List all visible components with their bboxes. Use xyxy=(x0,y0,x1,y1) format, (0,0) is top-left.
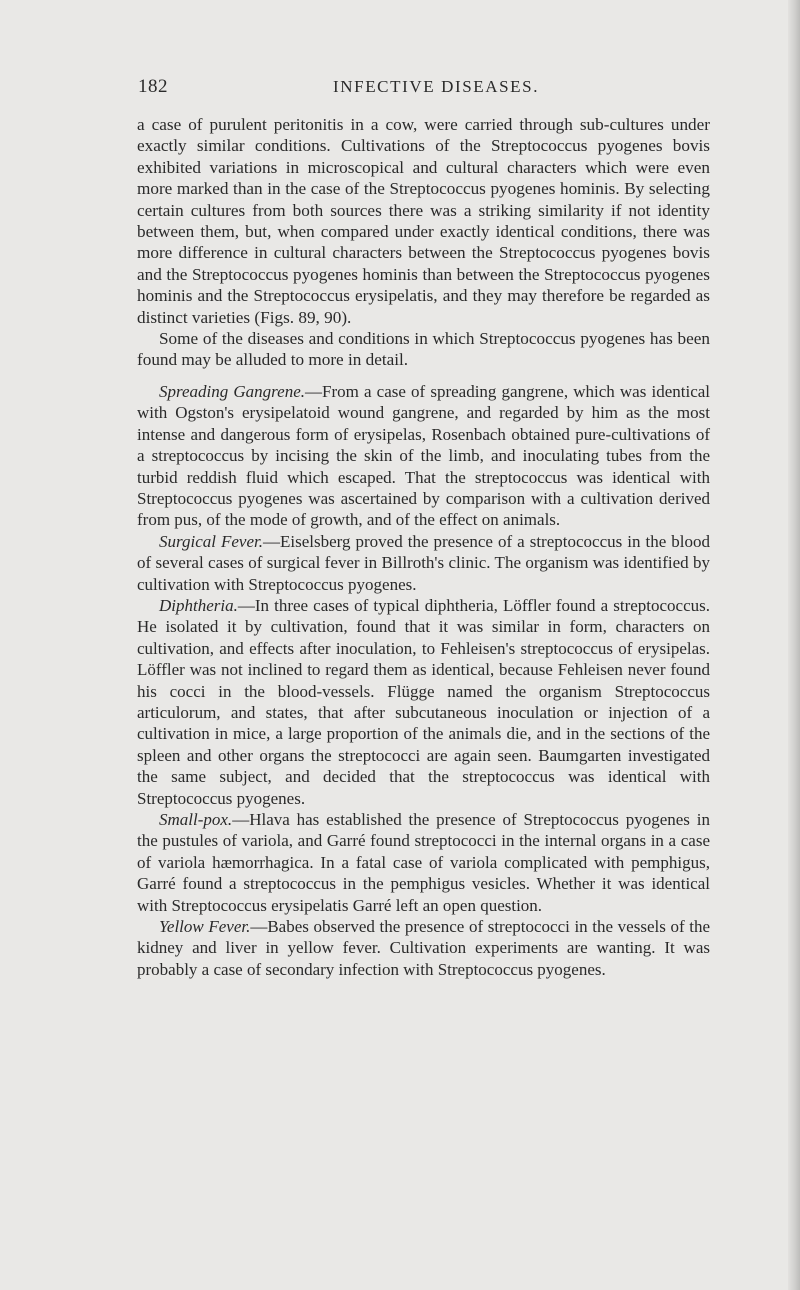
paragraph-yellow-fever xyxy=(137,916,710,980)
page-header xyxy=(138,76,708,100)
page-edge-shadow xyxy=(788,0,800,1290)
paragraph-continuation xyxy=(137,114,710,328)
paragraph-text: Some of the diseases and conditions in which Streptococcus pyogenes has been found may be alluded to more in detail. xyxy=(137,329,710,370)
running-head: INFECTIVE DISEASES. xyxy=(333,77,540,96)
paragraph-text: —Babes observed the presence of streptococci in the vessels of the kidney and liver in yellow fever. Cultivation experiments are wanting. It was probably a case of secondary infection with Streptococcus pyogenes. xyxy=(137,917,710,979)
paragraph-text: —Eiselsberg proved the presence of a streptococcus in the blood of several cases of surgical fever in Billroth's clinic. The organism was identified by cultivation with Streptococcus pyogenes. xyxy=(137,531,710,594)
page-number: 182 xyxy=(138,76,168,97)
section-lead: Small-pox. xyxy=(159,810,233,829)
section-lead: Spreading Gangrene. xyxy=(159,381,305,401)
section-lead: Yellow Fever. xyxy=(159,917,251,937)
paragraph-spreading-gangrene xyxy=(137,381,710,531)
paragraph-text: —In three cases of typical diphtheria, Löffler found a streptococcus. He isolated it by cultivation, found that it was similar in form, characters on cultivation, and effects after inoculation, to Fehleisen's streptococcus of erysipelas. Löffler was not inclined to regard them as identical, because Fehleisen never found his cocci in the blood-vessels. Flügge named the organism Streptococcus articulorum, and states, that after subcutaneous inoculation or injection of a cultivation in mice, a large proportion of the animals die, and in the sections of the spleen and other organs the streptococci are again seen. Baumgarten investigated the same subject, and decided that the streptococcus was identical with Streptococcus pyogenes. xyxy=(137,595,710,808)
paragraph-text: a case of purulent peritonitis in a cow, were carried through sub-cultures under exactly similar conditions. Cultivations of the Streptococcus pyogenes bovis exhibited variations in microscopical and cultural characters which were even more marked than in the case of the Streptococcus pyogenes hominis. By selecting certain cultures from both sources there was a striking similarity if not identity between them, but, when compared under exactly identical conditions, there was more difference in cultural characters between the Streptococcus pyogenes bovis and the Streptococcus pyogenes hominis than between the Streptococcus pyogenes hominis and the Streptococcus erysipelatis, and they may therefore be regarded as distinct varieties (Figs. 89, 90). xyxy=(137,115,710,327)
section-lead: Diphtheria. xyxy=(159,595,238,615)
section-lead: Surgical Fever. xyxy=(159,531,263,551)
paragraph-surgical-fever xyxy=(137,531,710,595)
paragraph-small-pox xyxy=(137,809,710,916)
paragraph-text: —Hlava has established the presence of Streptococcus pyogenes in the pustules of variola, and Garré found streptococci in the internal organs in a case of variola hæmorrhagica. In a fatal case of variola complicated with pemphigus, Garré found a streptococcus in the pemphigus vesicles. Whether it was identical with Streptococcus erysipelatis Garré left an open question. xyxy=(137,810,710,915)
paragraph-text: —From a case of spreading gangrene, which was identical with Ogston's erysipelatoid wound gangrene, and regarded by him as the most intense and dangerous form of erysipelas, Rosenbach obtained pure-cultivations of a streptococcus by incising the skin of the limb, and inoculating tubes from the turbid reddish fluid which escaped. That the streptococcus was identical with Streptococcus pyogenes was ascertained by comparison with a cultivation derived from pus, of the mode of growth, and of the effect on animals. xyxy=(137,381,711,530)
body-text xyxy=(137,114,710,980)
paragraph-diphtheria xyxy=(137,595,710,809)
paragraph-diseases-intro xyxy=(137,328,710,371)
